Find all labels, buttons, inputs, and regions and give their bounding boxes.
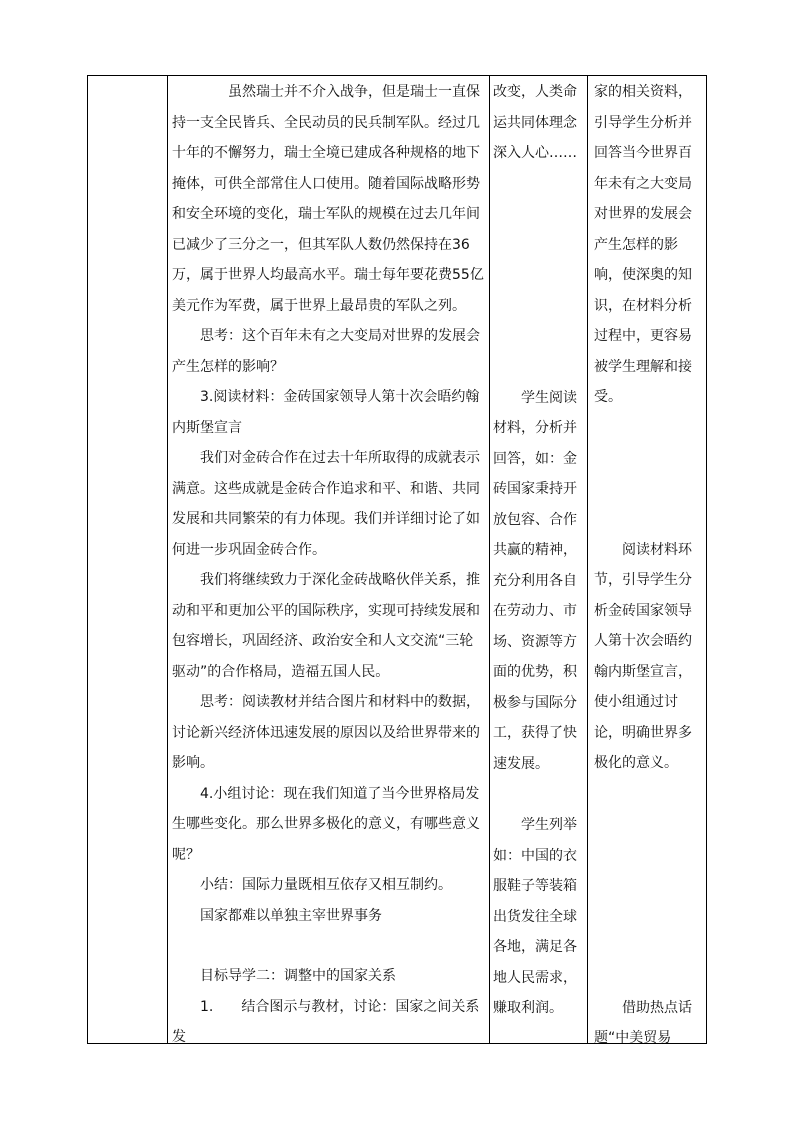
design-intent-2: 阅读材料环节，引导学生分析金砖国家领导人第十次会晤约翰内斯堡宣言，使小组通过讨论，明确世界多极化的意义。 <box>594 541 692 771</box>
item-text: 结合图示与教材，讨论：国家之间关系发 <box>172 998 480 1045</box>
table-left-border <box>87 75 88 1044</box>
design-intent-3: 借助热点话题“中美贸易 <box>594 999 692 1046</box>
column-divider-2 <box>489 75 490 1044</box>
brics-paragraph-2: 我们将继续致力于深化金砖战略伙伴关系，推动和平和更加公平的国际秩序，实现可持续发展和包容增长，巩固经济、政治安全和人文交流“三轮驱动”的合作格局，造福五国人民。 <box>172 572 480 680</box>
swiss-army-paragraph: 虽然瑞士并不介入战争，但是瑞士一直保持一支全民皆兵、全民动员的民兵制军队。经过几十年的不懈努力，瑞士全境已建成各种规格的地下掩体，可供全部常住人口使用。随着国际战略形势和安全环境的变化，瑞士军队的规模在过去几年间已减少了三分之一，但其军队人数仍然保持在36万，属于世界人均最高水平。瑞士每年要花费55亿美元作为军费，属于世界上最昂贵的军队之列。 <box>172 84 484 314</box>
student-activity-cell <box>493 77 582 1024</box>
discussion-item-1 <box>172 992 485 1053</box>
teaching-content-cell <box>172 77 485 1053</box>
blank-line <box>172 931 485 961</box>
student-activity-2: 学生阅读材料，分析并回答，如：金砖国家秉持开放包容、合作共赢的精神，充分利用各自在劳动力、市场、资源等方面的优势，积极参与国际分工，获得了快速发展。 <box>493 389 577 772</box>
item-number: 1. <box>200 998 214 1015</box>
summary-line-2: 国家都难以单独主宰世界事务 <box>200 907 382 924</box>
reading-material-3-title: 3.阅读材料：金砖国家领导人第十次会晤约翰内斯堡宣言 <box>172 389 480 436</box>
thinking-question-1: 思考：这个百年未有之大变局对世界的发展会产生怎样的影响？ <box>172 328 480 375</box>
design-intent-1: 家的相关资料，引导学生分析并回答当今世界百年未有之大变局对世界的发展会产生怎样的影响，使深奥的知识，在材料分析过程中，更容易被学生理解和接受。 <box>594 84 692 405</box>
column-divider-1 <box>167 75 168 1044</box>
design-intent-cell <box>594 77 702 1054</box>
goal-guide-2-heading: 目标导学二：调整中的国家关系 <box>200 968 396 984</box>
brics-paragraph-1: 我们对金砖合作在过去十年所取得的成就表示满意。这些成就是金砖合作追求和平、和谐、共同发展和共同繁荣的有力体现。我们并详细讨论了如何进一步巩固金砖合作。 <box>172 450 480 558</box>
group-discussion-4: 4.小组讨论：现在我们知道了当今世界格局发生哪些变化。那么世界多极化的意义，有哪些意义呢？ <box>172 785 480 863</box>
student-activity-1: 改变，人类命运共同体理念深入人心…… <box>493 84 577 161</box>
table-right-border <box>706 75 707 1044</box>
summary-line: 小结：国际力量既相互依存又相互制约。 <box>200 877 452 893</box>
table-top-border <box>87 75 707 76</box>
thinking-question-2: 思考：阅读教材并结合图片和材料中的数据，讨论新兴经济体迅速发展的原因以及给世界带来的影响。 <box>172 694 480 771</box>
student-activity-3: 学生列举如：中国的衣服鞋子等装箱出货发往全球各地，满足各地人民需求，赚取利润。 <box>493 817 577 1016</box>
column-divider-3 <box>587 75 588 1044</box>
